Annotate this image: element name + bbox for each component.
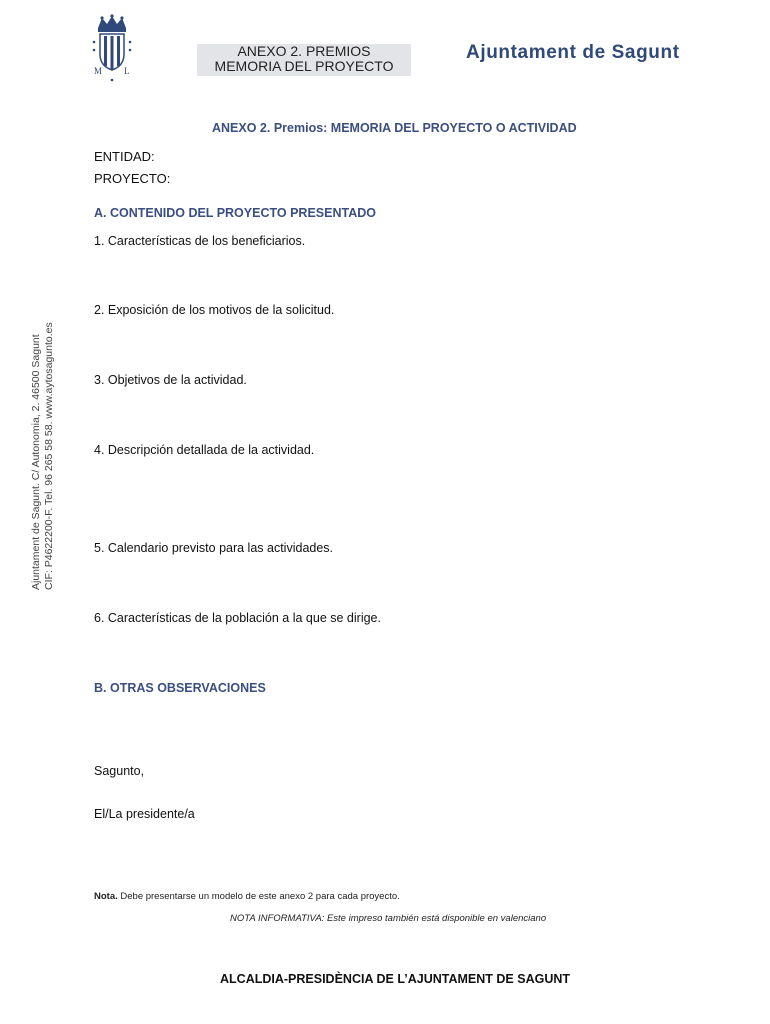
header-title-line1: ANEXO 2. PREMIOS (237, 43, 371, 59)
side-contact-info (30, 320, 56, 590)
project-label: PROYECTO: (94, 171, 171, 186)
signatory-line: El/La presidente/a (94, 807, 195, 821)
footer-title: ALCALDIA-PRESIDÈNCIA DE L’AJUNTAMENT DE SAGUNT (220, 972, 571, 986)
header-title-box (197, 44, 411, 76)
list-item: 5. Calendario previsto para las actividades. (94, 541, 334, 555)
document-title: ANEXO 2. Premios: MEMORIA DEL PROYECTO O ACTIVIDAD (212, 121, 577, 135)
note (94, 891, 400, 902)
section-a-heading: A. CONTENIDO DEL PROYECTO PRESENTADO (94, 206, 376, 220)
place-line: Sagunto, (94, 764, 145, 778)
coat-of-arms-logo (88, 14, 136, 82)
svg-text:M: M (94, 66, 103, 76)
list-item: 6. Características de la población a la que se dirige. (94, 611, 381, 625)
header-title-line2: MEMORIA DEL PROYECTO (214, 58, 394, 74)
section-b-heading: B. OTRAS OBSERVACIONES (94, 681, 266, 695)
organization-name: Ajuntament de Sagunt (466, 42, 680, 63)
side-contact: CIF: P4622200-F. Tel. 96 265 58 58. www.aytosagunto.es (43, 322, 55, 590)
svg-text:L: L (124, 66, 130, 76)
entity-label: ENTIDAD: (94, 149, 155, 164)
note-text: Debe presentarse un modelo de este anexo 2 para cada proyecto. (117, 891, 400, 902)
info-note: NOTA INFORMATIVA: Este impreso también está disponible en valenciano (230, 913, 547, 924)
note-label: Nota. (94, 891, 118, 902)
list-item: 3. Objetivos de la actividad. (94, 373, 247, 387)
list-item: 4. Descripción detallada de la actividad. (94, 443, 315, 457)
side-address: Ajuntament de Sagunt. C/ Autonomia, 2. 46500 Sagunt (30, 334, 42, 590)
list-item: 1. Características de los beneficiarios. (94, 234, 306, 248)
list-item: 2. Exposición de los motivos de la solicitud. (94, 303, 335, 317)
